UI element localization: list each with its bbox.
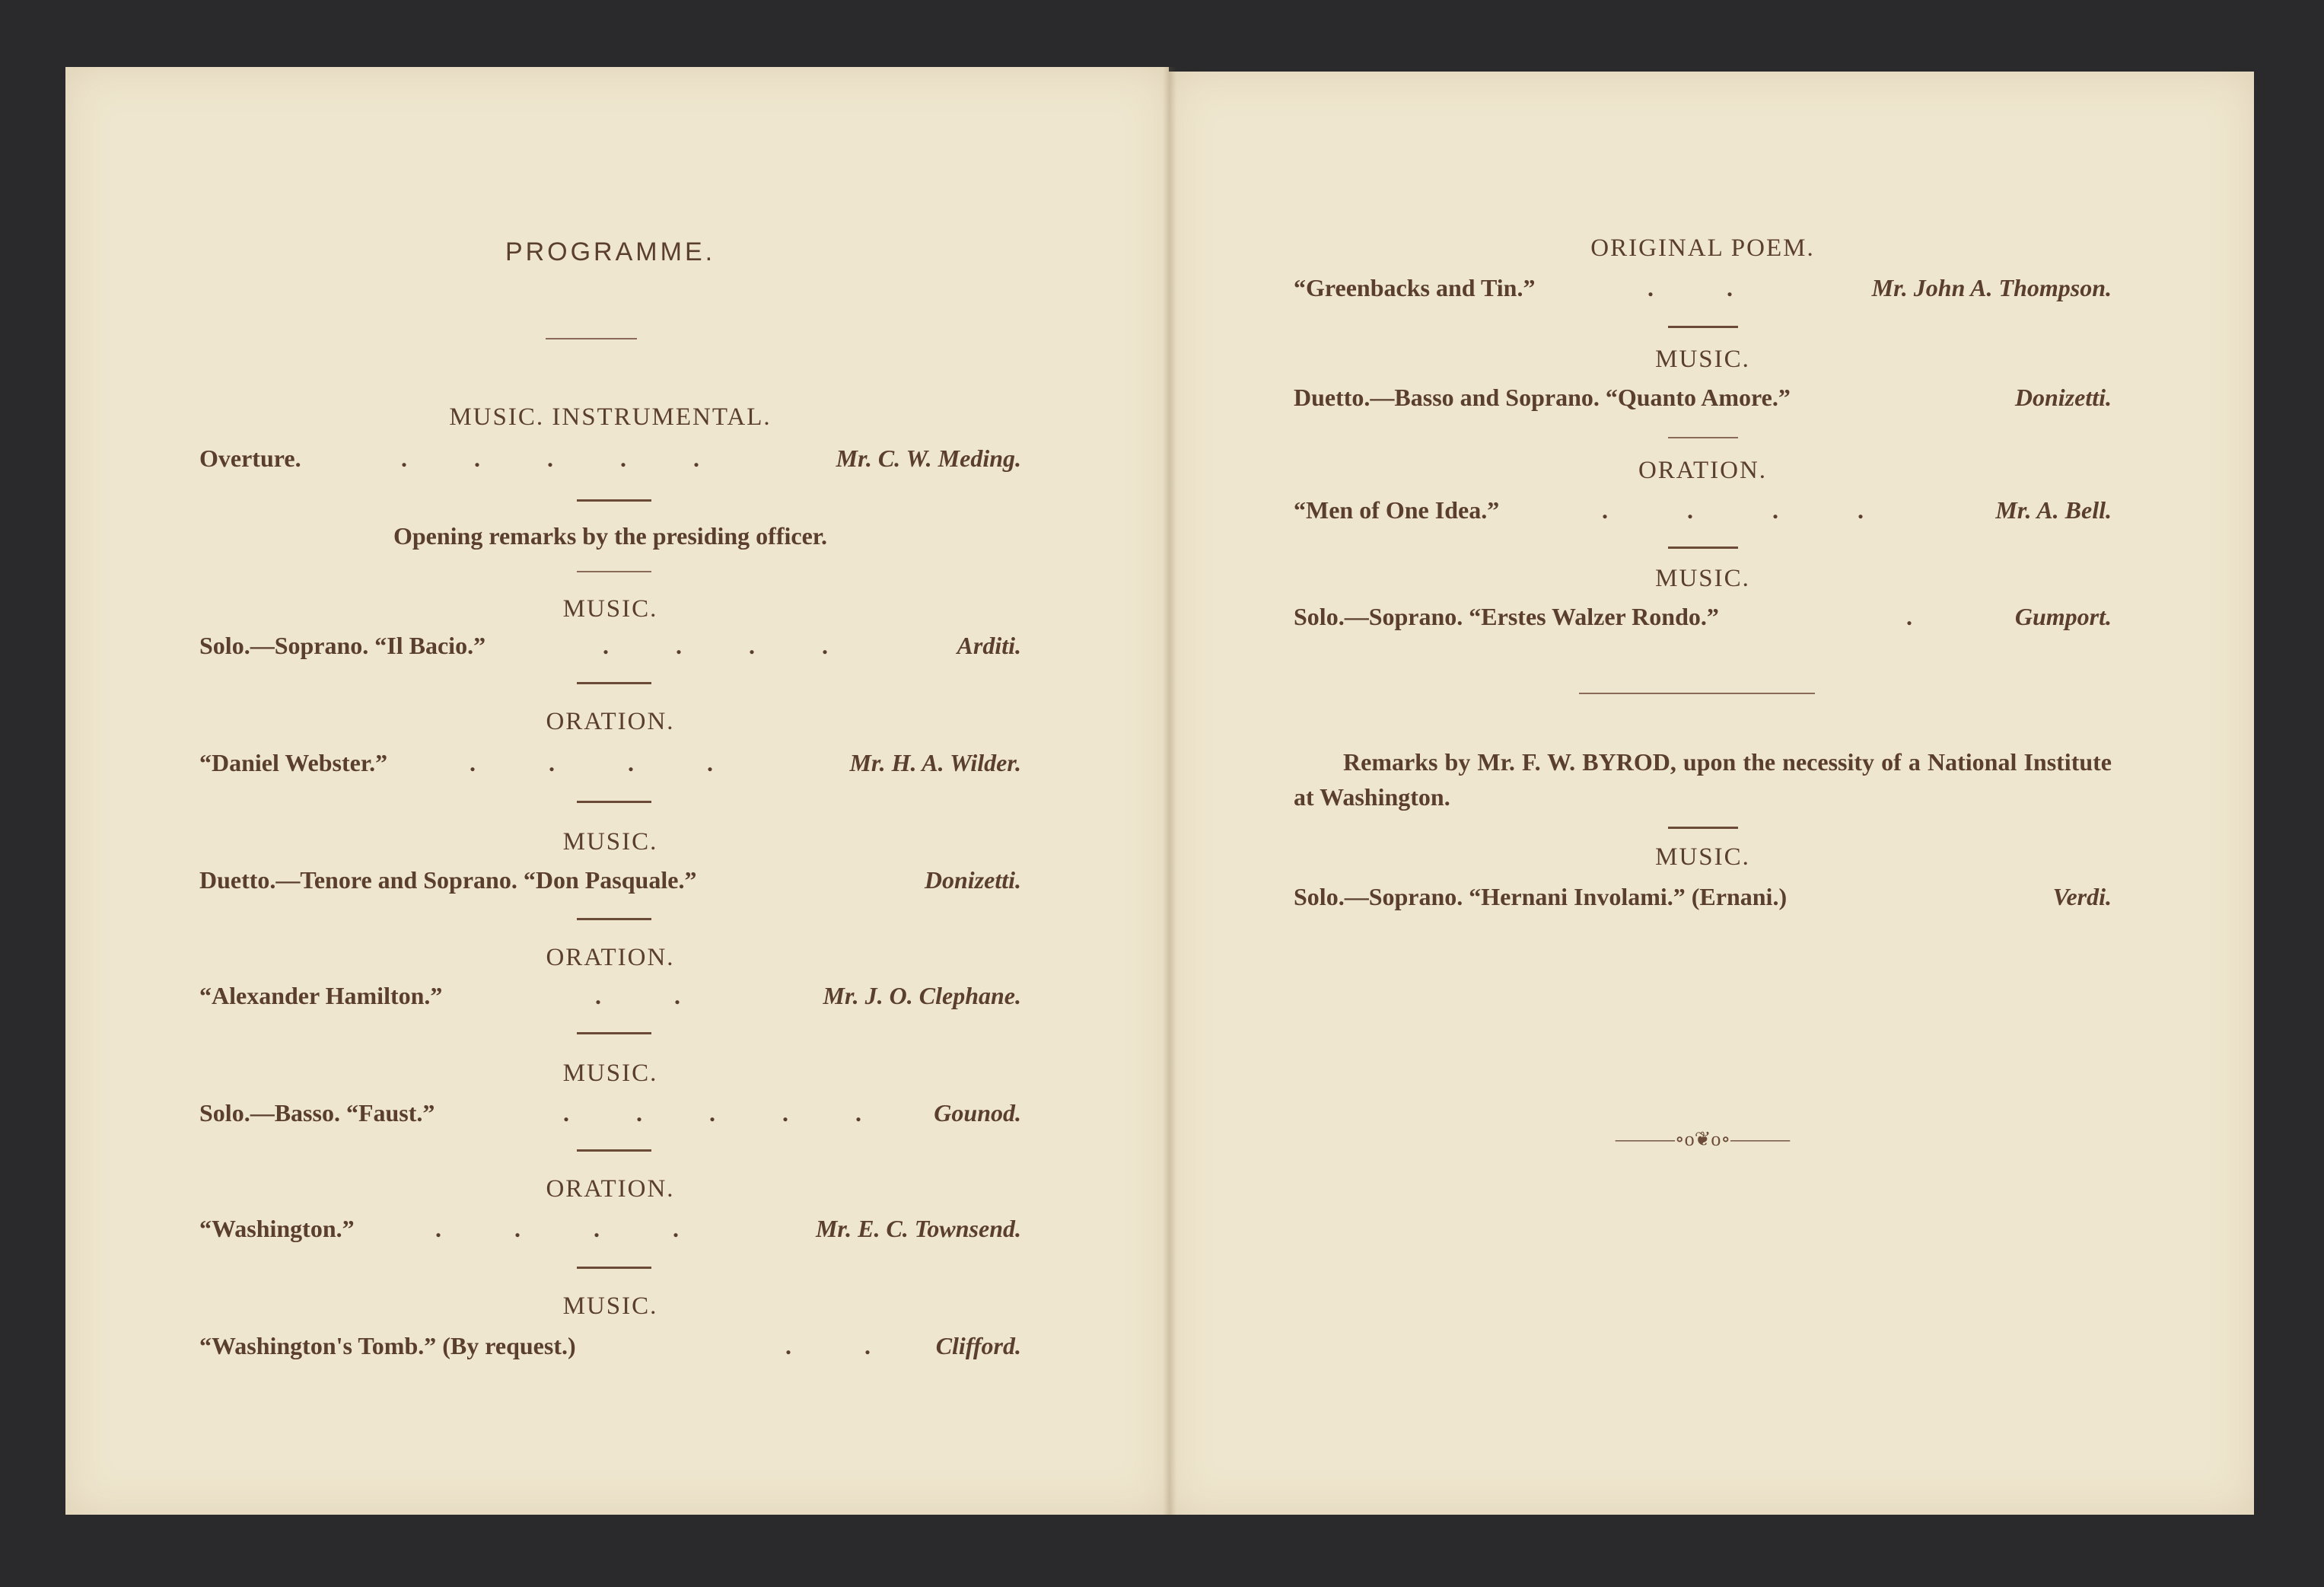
leader-dots: . . . . .	[401, 445, 699, 472]
leader-dots: . . . .	[435, 1215, 679, 1242]
programme-item-il-bacio	[199, 632, 1021, 665]
item-performer: Arditi.	[957, 632, 1021, 659]
section-rule	[1579, 693, 1815, 694]
divider-rule	[1668, 437, 1738, 438]
music-heading: MUSIC.	[562, 828, 658, 856]
leader-dots: . . . .	[470, 749, 713, 776]
leader-dots: . .	[785, 1332, 871, 1359]
item-performer: Donizetti.	[2014, 384, 2112, 411]
divider-rule	[1668, 547, 1738, 549]
leader-dots: . . . .	[603, 632, 828, 659]
programme-item-erstes-walzer	[1294, 603, 2112, 636]
remarks-paragraph: Remarks by Mr. F. W. BYROD, upon the necessity of a National Institute at Washington.	[1294, 748, 2112, 811]
programme-item-washingtons-tomb	[199, 1332, 1021, 1366]
item-title: “Men of One Idea.”	[1294, 496, 1500, 524]
programme-title: PROGRAMME.	[505, 237, 716, 266]
music-heading: MUSIC.	[1655, 346, 1750, 373]
programme-item-washington	[199, 1215, 1021, 1248]
opening-remarks: Opening remarks by the presiding officer.	[393, 522, 828, 550]
oration-heading: ORATION.	[546, 944, 675, 971]
item-performer: Mr. E. C. Townsend.	[815, 1215, 1021, 1242]
item-title: Solo.—Soprano. “Erstes Walzer Rondo.”	[1294, 603, 1719, 630]
page-fold	[1163, 67, 1176, 1515]
divider-rule	[577, 682, 651, 684]
item-performer: Mr. J. O. Clephane.	[823, 982, 1021, 1009]
music-heading: MUSIC.	[1655, 843, 1750, 871]
item-performer: Mr. A. Bell.	[1995, 496, 2112, 524]
programme-item-daniel-webster	[199, 749, 1021, 782]
leader-dots: . .	[595, 982, 680, 1009]
item-title: Overture.	[199, 445, 301, 472]
leader-dots: . . . . .	[563, 1099, 861, 1127]
programme-item-overture	[199, 445, 1021, 478]
item-performer: Donizetti.	[924, 866, 1021, 894]
item-performer: Mr. H. A. Wilder.	[849, 749, 1021, 776]
divider-rule	[577, 499, 651, 502]
music-heading: MUSIC.	[562, 595, 658, 623]
divider-rule	[577, 918, 651, 920]
original-poem-heading: ORIGINAL POEM.	[1590, 234, 1815, 262]
item-title: “Washington's Tomb.” (By request.)	[199, 1332, 576, 1359]
leader-dots: .	[1906, 603, 1912, 630]
divider-rule	[577, 1032, 651, 1034]
item-title: Duetto.—Basso and Soprano. “Quanto Amore.”	[1294, 384, 1791, 411]
oration-heading: ORATION.	[546, 1175, 675, 1203]
programme-item-don-pasquale	[199, 866, 1021, 900]
divider-rule	[1668, 326, 1738, 328]
item-title: Solo.—Soprano. “Il Bacio.”	[199, 632, 486, 659]
decorative-ornament: ———∘o❦o∘———	[1615, 1128, 1791, 1150]
item-title: Solo.—Soprano. “Hernani Involami.” (Ernani.)	[1294, 883, 1788, 910]
item-performer: Mr. John A. Thompson.	[1871, 274, 2112, 301]
item-performer: Verdi.	[2052, 883, 2112, 910]
programme-item-greenbacks	[1294, 274, 2112, 308]
programme-item-alexander-hamilton	[199, 982, 1021, 1015]
item-title: “Greenbacks and Tin.”	[1294, 274, 1536, 301]
divider-rule	[577, 571, 651, 572]
item-performer: Clifford.	[935, 1332, 1021, 1359]
item-title: Duetto.—Tenore and Soprano. “Don Pasquale.”	[199, 866, 697, 894]
item-title: “Daniel Webster.”	[199, 749, 388, 776]
item-title: Solo.—Basso. “Faust.”	[199, 1099, 435, 1127]
programme-item-quanto-amore	[1294, 384, 2112, 417]
programme-item-hernani	[1294, 883, 2112, 916]
item-title: “Alexander Hamilton.”	[199, 982, 443, 1009]
title-rule	[546, 338, 637, 339]
programme-item-men-of-one-idea	[1294, 496, 2112, 530]
leader-dots: . .	[1647, 274, 1733, 301]
oration-heading: ORATION.	[546, 708, 675, 735]
music-heading: MUSIC.	[1655, 565, 1750, 592]
item-performer: Gounod.	[934, 1099, 1021, 1127]
item-title: “Washington.”	[199, 1215, 355, 1242]
divider-rule	[577, 1267, 651, 1269]
divider-rule	[1668, 827, 1738, 829]
divider-rule	[577, 1149, 651, 1152]
leader-dots: . . . .	[1602, 496, 1864, 524]
music-heading: MUSIC.	[562, 1292, 658, 1320]
item-performer: Mr. C. W. Meding.	[836, 445, 1021, 472]
item-performer: Gumport.	[2014, 603, 2112, 630]
programme-item-faust	[199, 1099, 1021, 1133]
divider-rule	[577, 801, 651, 803]
oration-heading: ORATION.	[1638, 457, 1768, 484]
music-heading: MUSIC.	[562, 1060, 658, 1087]
music-instrumental-heading: MUSIC. INSTRUMENTAL.	[449, 403, 772, 431]
